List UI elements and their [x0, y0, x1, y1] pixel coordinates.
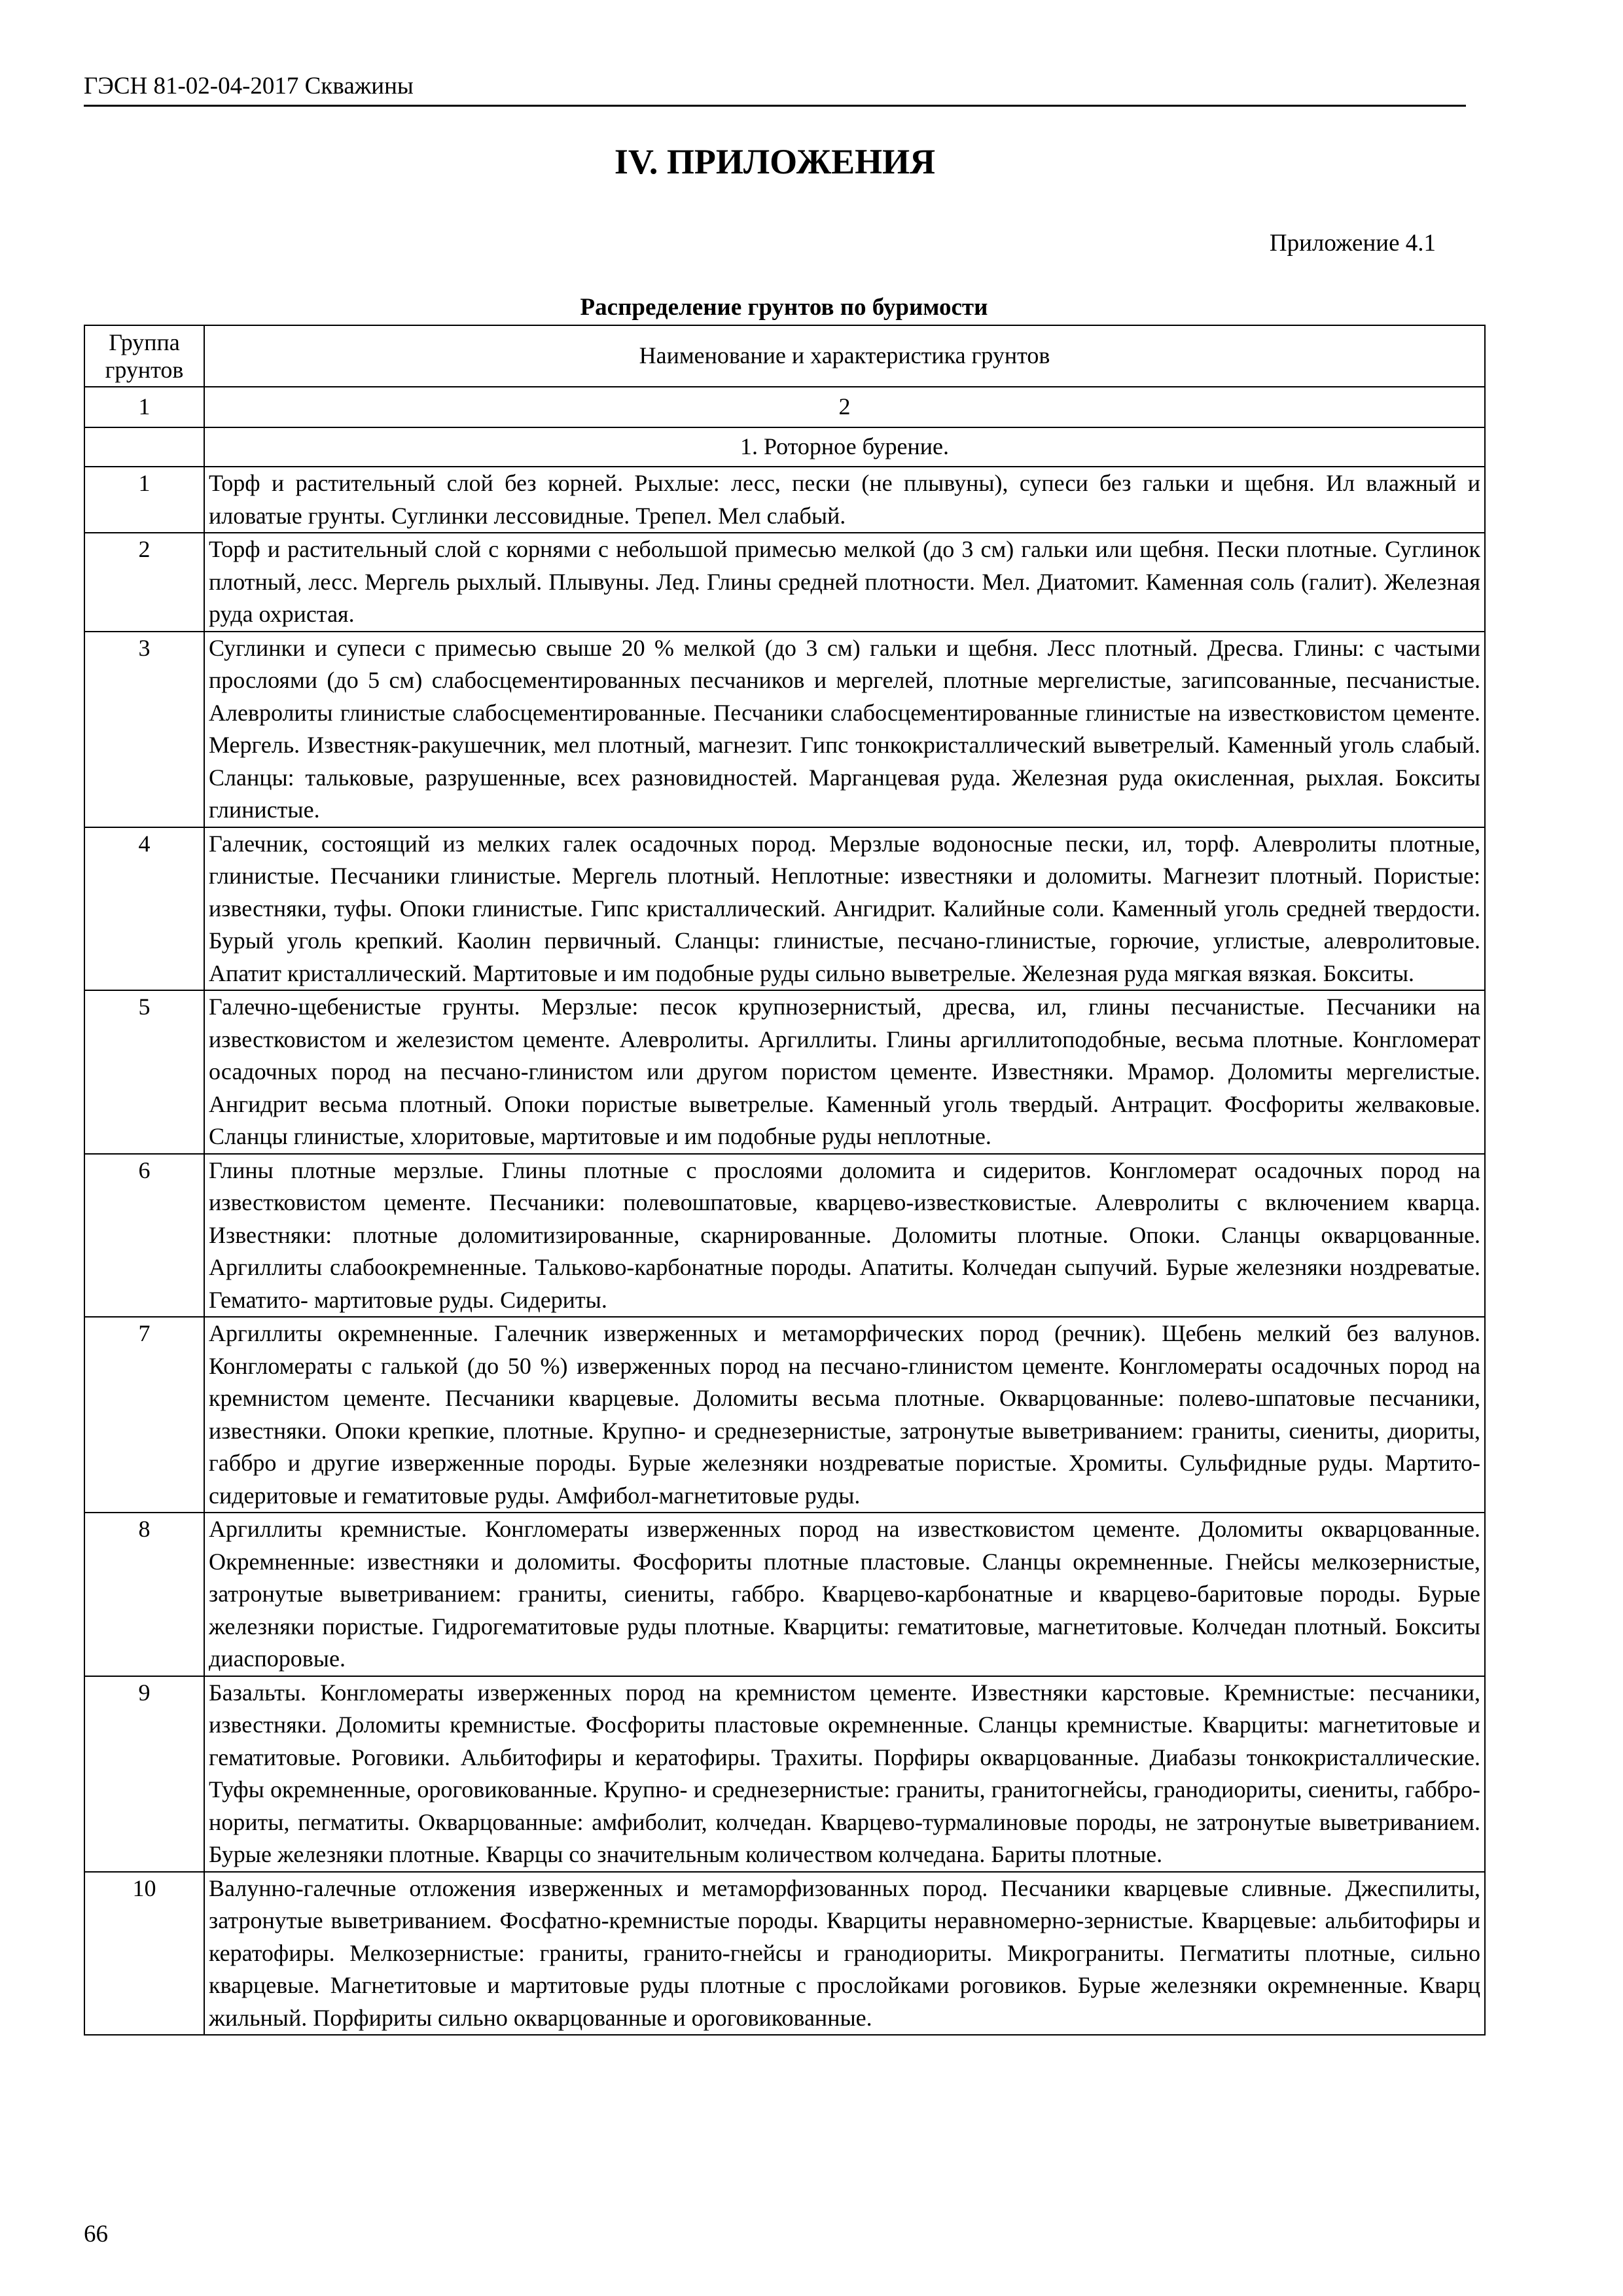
soil-group-description: Торф и растительный слой без корней. Рыхлые: лесс, пески (не плывуны), супеси без гальки и щебня. Ил влажный и иловатые грунты. Суглинки лессовидные. Трепел. Мел слабый. [204, 467, 1485, 533]
column-number-2: 2 [204, 387, 1485, 427]
subsection-title: 1. Роторное бурение. [204, 427, 1485, 467]
soil-group-description: Глины плотные мерзлые. Глины плотные с прослоями доломита и сидеритов. Конгломерат осадочных пород на известковистом цементе. Песчаники: полевошпатовые, кварцево-известковистые. Алевролиты с включением кварца. Известняки: плотные доломитизированные, скарнированные. Доломиты плотные. Опоки. Сланцы окварцованные. Аргиллиты слабоокремненные. Тальково-карбонатные породы. Апатиты. Колчедан сыпучий. Бурые железняки ноздреватые. Гематито- мартитовые руды. Сидериты. [204, 1154, 1485, 1318]
soil-group-number: 7 [84, 1317, 204, 1513]
column-header-description: Наименование и характеристика грунтов [204, 325, 1485, 387]
soil-group-description: Базальты. Конгломераты изверженных пород на кремнистом цементе. Известняки карстовые. Кремнистые: песчаники, известняки. Доломиты кремнистые. Фосфориты пластовые окремненные. Сланцы кремнистые. Кварциты: магнетитовые и гематитовые. Роговики. Альбитофиры и кератофиры. Трахиты. Порфиры окварцованные. Диабазы тонкокристаллические. Туфы окремненные, ороговикованные. Крупно- и среднезернистые: граниты, гранитогнейсы, гранодиориты, сиениты, габбро-нориты, пегматиты. Окварцованные: амфиболит, колчедан. Кварцево-турмалиновые породы, не затронутые выветриванием. Бурые железняки плотные. Кварцы со значительным количеством колчедана. Бариты плотные. [204, 1676, 1485, 1872]
soil-group-description: Валунно-галечные отложения изверженных и метаморфизованных пород. Песчаники кварцевые сливные. Джеспилиты, затронутые выветриванием. Фосфатно-кремнистые породы. Кварциты неравномерно-зернистые. Кварцевые: альбитофиры и кератофиры. Мелкозернистые: граниты, гранито-гнейсы и гранодиориты. Микрограниты. Пегматиты плотные, сильно кварцевые. Магнетитовые и мартитовые руды плотные с прослойками роговиков. Бурые железняки окремненные. Кварц жильный. Порфириты сильно окварцованные и ороговикованные. [204, 1872, 1485, 2036]
table-row [84, 1154, 1485, 1318]
section-title: IV. ПРИЛОЖЕНИЯ [614, 142, 936, 181]
soil-group-number: 6 [84, 1154, 204, 1318]
soil-group-number: 2 [84, 533, 204, 632]
column-header-group: Группа грунтов [84, 325, 204, 387]
soil-group-description: Галечник, состоящий из мелких галек осадочных пород. Мерзлые водоносные пески, ил, торф. Алевролиты плотные, глинистые. Песчаники глинистые. Мергель плотный. Неплотные: известняки и доломиты. Магнезит плотный. Пористые: известняки, туфы. Опоки глинистые. Гипс кристаллический. Ангидрит. Калийные соли. Каменный уголь средней твердости. Бурый уголь крепкий. Каолин первичный. Сланцы: глинистые, песчано-глинистые, горючие, углистые, алевролитовые. Апатит кристаллический. Мартитовые и им подобные руды сильно выветрелые. Железная руда мягкая вязкая. Бокситы. [204, 827, 1485, 991]
table-caption: Распределение грунтов по буримости [580, 294, 988, 321]
soil-group-number: 5 [84, 990, 204, 1154]
soil-group-number: 4 [84, 827, 204, 991]
table-row [84, 1872, 1485, 2036]
table-row [84, 990, 1485, 1154]
page-number: 66 [84, 2221, 108, 2248]
table-row [84, 827, 1485, 991]
table-row [84, 533, 1485, 632]
soil-group-number: 1 [84, 467, 204, 533]
subsection-empty-cell [84, 427, 204, 467]
soil-group-description: Суглинки и супеси с примесью свыше 20 % мелкой (до 3 см) гальки и щебня. Лесс плотный. Дресва. Глины: с частыми прослоями (до 5 см) слабосцементированных песчаников и мергелей, плотные мергелистые, загипсованные, песчанистые. Алевролиты глинистые слабосцементированные. Песчаники слабосцементированные глинистые на известковистом цементе. Мергель. Известняк-ракушечник, мел плотный, магнезит. Гипс тонкокристаллический выветрелый. Каменный уголь слабый. Сланцы: тальковые, разрушенные, всех разновидностей. Марганцевая руда. Железная руда окисленная, рыхлая. Бокситы глинистые. [204, 632, 1485, 827]
soil-group-description: Аргиллиты окремненные. Галечник изверженных и метаморфических пород (речник). Щебень мелкий без валунов. Конгломераты с галькой (до 50 %) изверженных пород на песчано-глинистом цементе. Конгломераты осадочных пород на кремнистом цементе. Песчаники кварцевые. Доломиты весьма плотные. Окварцованные: полево-шпатовые песчаники, известняки. Опоки крепкие, плотные. Крупно- и среднезернистые, затронутые выветриванием: граниты, сиениты, диориты, габбро и другие изверженные породы. Бурые железняки ноздреватые пористые. Хромиты. Сульфидные руды. Мартито-сидеритовые и гематитовые руды. Амфибол-магнетитовые руды. [204, 1317, 1485, 1513]
table-header-row [84, 325, 1485, 387]
column-number-1: 1 [84, 387, 204, 427]
soil-group-number: 8 [84, 1513, 204, 1676]
soil-group-description: Торф и растительный слой с корнями с небольшой примесью мелкой (до 3 см) гальки или щебня. Пески плотные. Суглинок плотный, лесс. Мергель рыхлый. Плывуны. Лед. Глины средней плотности. Мел. Диатомит. Каменная соль (галит). Железная руда охристая. [204, 533, 1485, 632]
soil-group-number: 9 [84, 1676, 204, 1872]
appendix-label: Приложение 4.1 [1269, 230, 1436, 257]
subsection-row [84, 427, 1485, 467]
column-number-row [84, 387, 1485, 427]
table-row [84, 632, 1485, 827]
soil-group-number: 3 [84, 632, 204, 827]
running-header: ГЭСН 81-02-04-2017 Скважины [84, 71, 1466, 107]
table-row [84, 1513, 1485, 1676]
soil-group-description: Аргиллиты кремнистые. Конгломераты изверженных пород на известковистом цементе. Доломиты окварцованные. Окремненные: известняки и доломиты. Фосфориты плотные пластовые. Сланцы окремненные. Гнейсы мелкозернистые, затронутые выветриванием: граниты, сиениты, габбро. Кварцево-карбонатные и кварцево-баритовые породы. Бурые железняки пористые. Гидрогематитовые руды плотные. Кварциты: гематитовые, магнетитовые. Колчедан плотный. Бокситы диаспоровые. [204, 1513, 1485, 1676]
soil-drillability-table [84, 325, 1486, 2036]
table-row [84, 467, 1485, 533]
table-row [84, 1317, 1485, 1513]
soil-group-description: Галечно-щебенистые грунты. Мерзлые: песок крупнозернистый, дресва, ил, глины песчанистые. Песчаники на известковистом и железистом цементе. Алевролиты. Аргиллиты. Глины аргиллитоподобные, весьма плотные. Конгломерат осадочных пород на песчано-глинистом или другом пористом цементе. Известняки. Мрамор. Доломиты мергелистые. Ангидрит весьма плотный. Опоки пористые выветрелые. Каменный уголь твердый. Антрацит. Фосфориты желваковые. Сланцы глинистые, хлоритовые, мартитовые и им подобные руды неплотные. [204, 990, 1485, 1154]
soil-group-number: 10 [84, 1872, 204, 2036]
table-row [84, 1676, 1485, 1872]
